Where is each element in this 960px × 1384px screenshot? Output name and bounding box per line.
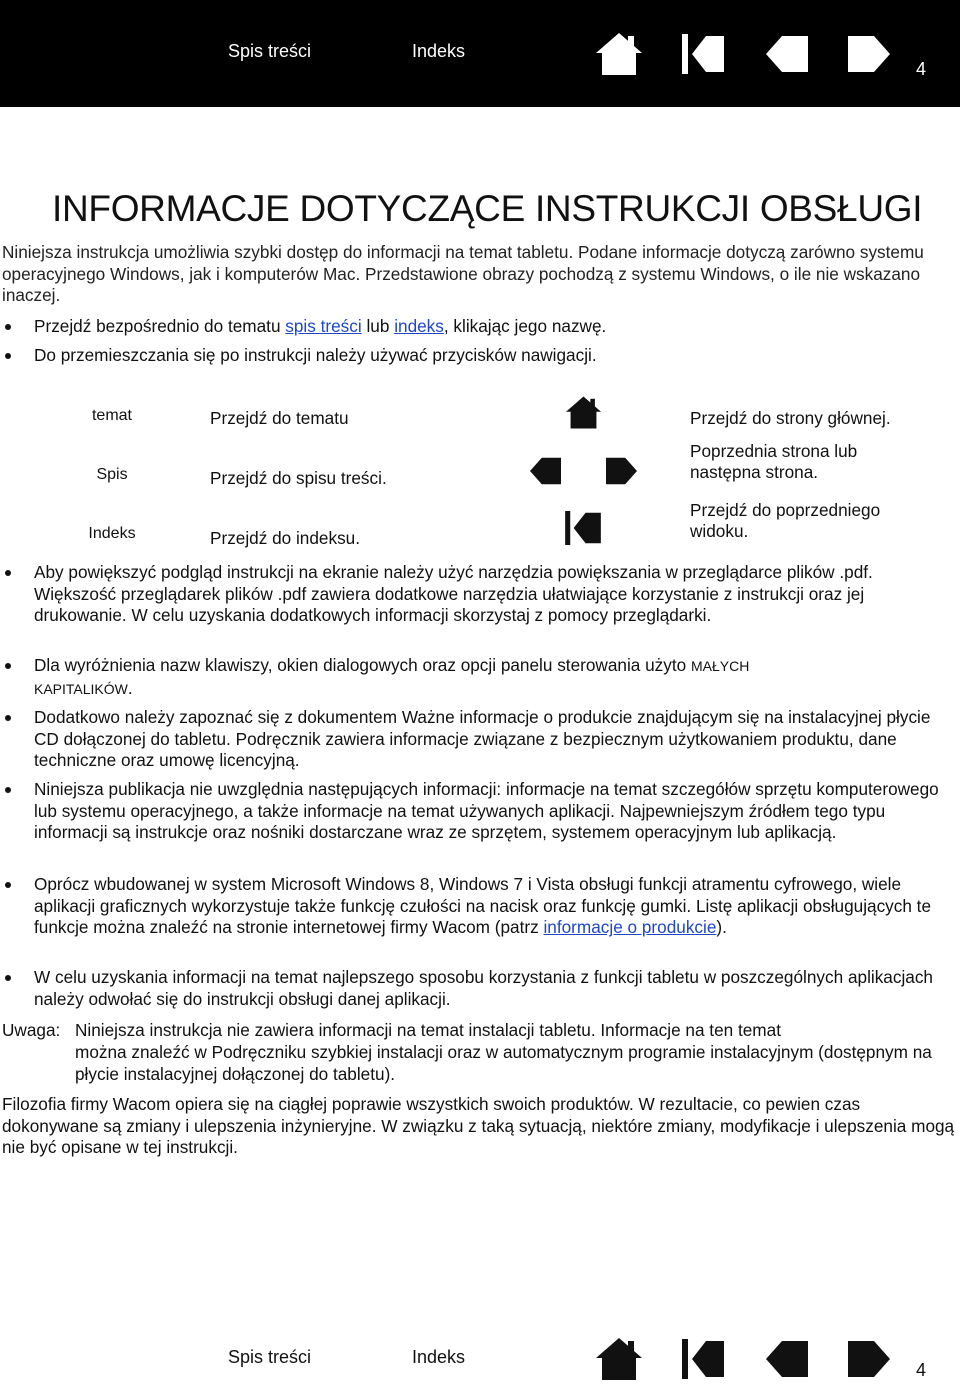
bullet-excluded-info: Niniejsza publikacja nie uwzględnia następujących informacji: informacje na temat szczegółów sprzętu komputerowego lub systemu operacyjnego, a także informacje na temat używanych aplikacji. Najpewniejszym źródłem tego typu informacji są instrukcje oraz nośniki dostarczane wraz ze sprzętem, systemem operacyjnym lub aplikacją.	[34, 779, 956, 844]
bullet-navigation-buttons: Do przemieszczania się po instrukcji należy używać przycisków nawigacji.	[34, 345, 956, 367]
legend-index-key: Indeks	[88, 525, 136, 542]
legend-home-icon	[566, 396, 601, 429]
note-first-line: Niniejsza instrukcja nie zawiera informacji na temat instalacji tabletu. Informacje na ten temat	[75, 1020, 781, 1040]
footer-index-link[interactable]: Indeks	[412, 1347, 466, 1367]
legend-topic-key: temat	[91, 407, 132, 424]
bullet-text: Dla wyróżnienia nazw klawiszy, okien dialogowych oraz opcji panelu sterowania użyto	[34, 655, 691, 675]
bullet-text: Oprócz wbudowanej w system Microsoft Windows 8, Windows 7 i Vista obsługi funkcji atramentu cyfrowego, wiele aplikacji graficznych wykorzystuje także funkcję czułości na nacisk oraz funkcję gumki. Listę aplikacji obsługujących te funkcje można znaleźć na stronie internetowej firmy Wacom (patrz	[34, 874, 932, 938]
top-navigation-bar	[0, 0, 960, 107]
bullet-text: Przejdź bezpośrednio do tematu	[34, 316, 286, 336]
closing-paragraph: Filozofia firmy Wacom opiera się na ciągłej poprawie wszystkich swoich produktów. W rezultacie, co pewien czas dokonywane są zmiany i ulepszenia inżynieryjne. W związku z taką sytuacją, niektóre zmiany, modyfikacje i ulepszenia mogą nie być opisane w tej instrukcji.	[2, 1094, 955, 1158]
legend-index-desc: Przejdź do indeksu.	[210, 528, 360, 548]
legend-home-desc: Przejdź do strony głównej.	[690, 408, 891, 428]
footer-page-number: 4	[916, 1360, 927, 1380]
legend-back-view-icon	[565, 511, 601, 545]
footer-toc-link[interactable]: Spis treści	[228, 1347, 312, 1367]
small-caps-word: MAŁYCH	[690, 658, 750, 674]
page-title: INFORMACJE DOTYCZĄCE INSTRUKCJI OBSŁUGI	[52, 188, 923, 229]
page-number: 4	[916, 59, 927, 79]
legend-next-icon	[606, 456, 637, 486]
next-page-icon[interactable]	[848, 34, 890, 74]
note-label: Uwaga:	[2, 1020, 61, 1040]
legend-back-desc-1: Przejdź do poprzedniego	[690, 500, 881, 520]
index-inline-link[interactable]: indeks	[394, 316, 444, 336]
legend-prevnext-desc-2: następna strona.	[690, 462, 819, 482]
toc-link[interactable]: Spis treści	[228, 41, 312, 61]
bullet-applications: W celu uzyskania informacji na temat najlepszego sposobu korzystania z funkcji tabletu w poszczególnych aplikacjach należy odwołać się do instrukcji obsługi danej aplikacji.	[34, 967, 956, 1010]
product-info-link[interactable]: informacje o produkcie	[543, 917, 717, 938]
bullet-direct-topic	[34, 316, 956, 338]
legend-toc-key: Spis	[96, 466, 128, 483]
home-icon[interactable]	[596, 33, 642, 75]
bullet-zoom: Aby powiększyć podgląd instrukcji na ekranie należy użyć narzędzia powiększania w przeglądarce plików .pdf. Większość przeglądarek plików .pdf zawiera dodatkowe narzędzia ułatwiające korzystanie z instrukcji oraz jej drukowanie. W celu uzyskania dodatkowych informacji skorzystaj z pomocy przeglądarki.	[34, 562, 956, 627]
bullet-text: ).	[716, 917, 727, 938]
footer-first-page-icon[interactable]	[682, 1339, 724, 1379]
first-page-icon[interactable]	[682, 34, 724, 74]
bullet-text: lub	[361, 316, 395, 336]
bullet-text: .	[127, 677, 133, 698]
bullet-small-caps	[34, 655, 956, 700]
note-body: można znaleźć w Podręczniku szybkiej instalacji oraz w automatycznym programie instalacyjnym (dostępnym na płycie instalacyjnej dołączonej do tabletu).	[75, 1042, 932, 1084]
small-caps-word: KAPITALIKÓW	[34, 680, 128, 697]
legend-toc-desc: Przejdź do spisu treści.	[210, 468, 387, 488]
previous-page-icon[interactable]	[766, 34, 808, 74]
index-link[interactable]: Indeks	[412, 41, 466, 61]
legend-prevnext-desc-1: Poprzednia strona lub	[690, 441, 858, 461]
legend-previous-icon	[530, 456, 561, 486]
bullet-digital-ink	[34, 874, 956, 939]
bullet-important-info: Dodatkowo należy zapoznać się z dokumentem Ważne informacje o produkcie znajdującym się na instalacyjnej płycie CD dołączonej do tabletu. Podręcznik zawiera informacje związane z bezpiecznym użytkowaniem produktu, dane techniczne oraz umowę licencyjną.	[34, 707, 956, 772]
legend-topic-desc: Przejdź do tematu	[210, 408, 349, 428]
legend-back-desc-2: widoku.	[690, 521, 749, 541]
bullet-text: , klikając jego nazwę.	[443, 316, 607, 336]
footer-home-icon[interactable]	[596, 1338, 642, 1380]
footer-next-page-icon[interactable]	[848, 1339, 890, 1379]
intro-paragraph: Niniejsza instrukcja umożliwia szybki dostęp do informacji na temat tabletu. Podane informacje dotyczą zarówno systemu operacyjnego Windows, jak i komputerów Mac. Przedstawione obrazy pochodzą z systemu Windows, o ile nie wskazano inaczej.	[2, 242, 924, 306]
toc-inline-link[interactable]: spis treści	[285, 316, 362, 336]
footer-previous-page-icon[interactable]	[766, 1339, 808, 1379]
